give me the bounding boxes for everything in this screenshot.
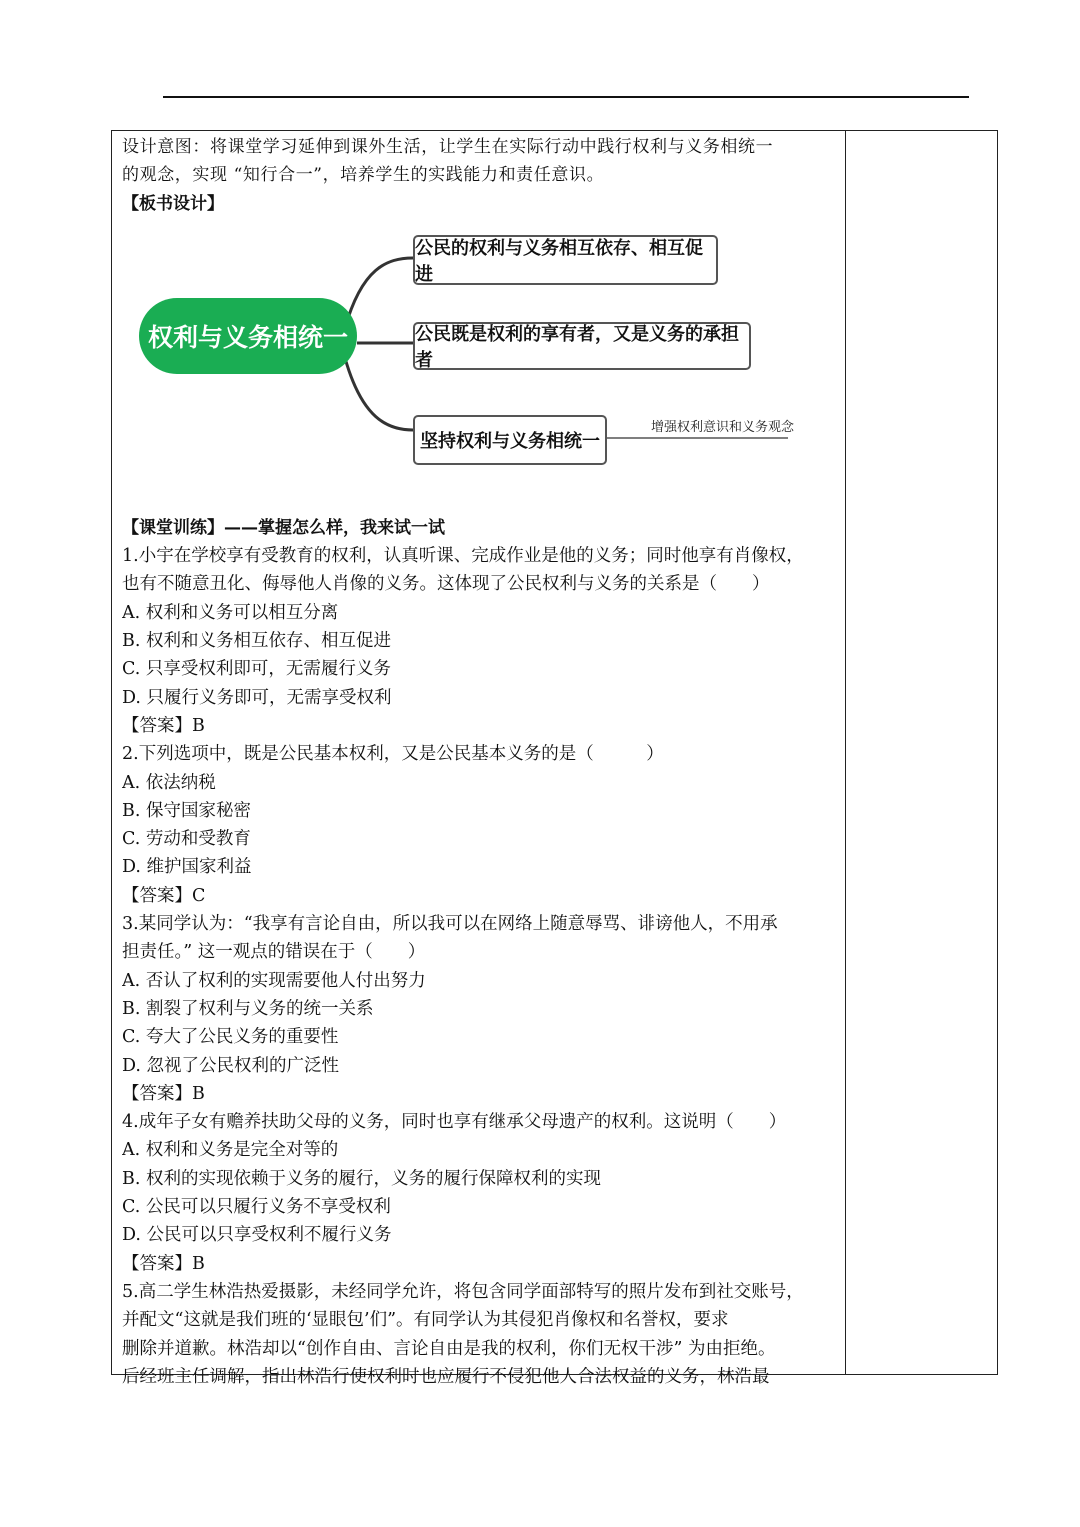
- text-line: D. 公民可以只享受权利不履行义务: [122, 1225, 392, 1246]
- header-rule: [163, 96, 969, 98]
- text-line: D. 忽视了公民权利的广泛性: [122, 1055, 340, 1076]
- text-line: C. 夸大了公民义务的重要性: [122, 1027, 339, 1048]
- text-line: D. 只履行义务即可，无需享受权利: [122, 687, 392, 708]
- class-training-heading: 【课堂训练】——掌握怎么样，我来试一试: [122, 517, 445, 538]
- text-line: B. 权利的实现依赖于义务的履行，义务的履行保障权利的实现: [122, 1168, 601, 1189]
- text-line: 4.成年子女有赡养扶助父母的义务，同时也享有继承父母遗产的权利。这说明（ ）: [122, 1112, 787, 1133]
- design-intent-line-1: 设计意图：将课堂学习延伸到课外生活，让学生在实际行动中践行权利与义务相统一: [122, 137, 774, 157]
- mind-map: [122, 218, 838, 514]
- text-line: B. 权利和义务相互依存、相互促进: [122, 631, 391, 652]
- text-line: A. 依法纳税: [122, 772, 216, 793]
- text-line: C. 只享受权利即可，无需履行义务: [122, 659, 391, 680]
- text-line: A. 权利和义务可以相互分离: [122, 602, 339, 623]
- column-divider: [845, 131, 846, 1374]
- main-cell: [122, 133, 838, 1391]
- text-line: C. 劳动和受教育: [122, 829, 251, 850]
- lesson-table: [111, 130, 998, 1387]
- mind-map-branch-2: 公民既是权利的享有者，又是义务的承担者: [413, 322, 751, 370]
- answer-line: 【答案】B: [122, 715, 205, 736]
- text-line: 2.下列选项中，既是公民基本权利，又是公民基本义务的是（ ）: [122, 744, 664, 765]
- mind-map-branch-3: 坚持权利与义务相统一: [413, 415, 607, 465]
- text-line: 后经班主任调解，指出林浩行使权利时也应履行不侵犯他人合法权益的义务，林浩最: [122, 1366, 770, 1387]
- answer-line: 【答案】C: [122, 885, 206, 906]
- text-line: 3.某同学认为：“我享有言论自由，所以我可以在网络上随意辱骂、诽谤他人，不用承: [122, 914, 778, 935]
- mind-map-center-node: 权利与义务相统一: [139, 298, 357, 374]
- text-line: 删除并道歉。林浩却以“创作自由、言论自由是我的权利，你们无权干涉” 为由拒绝。: [122, 1338, 776, 1359]
- design-intent-line-2: 的观念，实现 “知行合一”，培养学生的实践能力和责任意识。: [122, 165, 605, 186]
- answer-line: 【答案】B: [122, 1253, 205, 1274]
- text-line: C. 公民可以只履行义务不享受权利: [122, 1197, 391, 1218]
- text-line: A. 权利和义务是完全对等的: [122, 1140, 339, 1161]
- text-line: A. 否认了权利的实现需要他人付出努力: [122, 970, 426, 991]
- text-line: 1.小宇在学校享有受教育的权利，认真听课、完成作业是他的义务；同时他享有肖像权，: [122, 546, 804, 567]
- text-line: 也有不随意丑化、侮辱他人肖像的义务。这体现了公民权利与义务的关系是（ ）: [122, 574, 770, 595]
- text-line: 担责任。” 这一观点的错误在于（ ）: [122, 942, 426, 963]
- answer-line: 【答案】B: [122, 1083, 205, 1104]
- text-line: 5.高二学生林浩热爱摄影，未经同学允许，将包含同学面部特写的照片发布到社交账号，: [122, 1281, 804, 1302]
- connector-bottom: [345, 358, 413, 430]
- text-line: 并配文“这就是我们班的‘显眼包’们”。有同学认为其侵犯肖像权和名誉权，要求: [122, 1310, 729, 1331]
- mind-map-sub-branch: 增强权利意识和义务观念: [651, 419, 795, 435]
- board-design-heading: 【板书设计】: [122, 193, 224, 214]
- text-line: D. 维护国家利益: [122, 857, 252, 878]
- connector-top: [345, 258, 413, 328]
- text-line: B. 保守国家秘密: [122, 800, 251, 821]
- mind-map-branch-1: 公民的权利与义务相互依存、相互促进: [413, 235, 718, 285]
- text-line: B. 割裂了权利与义务的统一关系: [122, 998, 374, 1019]
